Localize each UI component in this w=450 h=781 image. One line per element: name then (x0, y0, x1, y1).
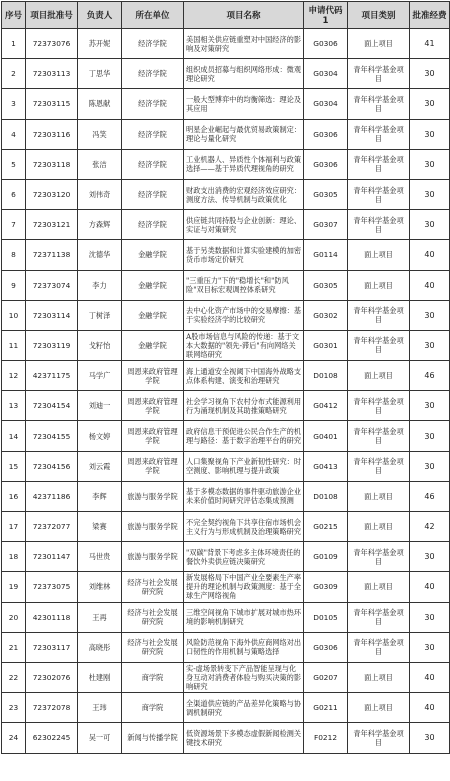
table-row (2, 662, 450, 692)
cell-unit: 周恩来政府管理学院 (122, 361, 184, 391)
cell-unit: 经济学院 (122, 59, 184, 89)
cell-category: 面上项目 (348, 662, 410, 692)
cell-category: 面上项目 (348, 29, 410, 59)
cell-unit: 金融学院 (122, 300, 184, 330)
cell-category: 面上项目 (348, 512, 410, 542)
cell-approval-no: 72303118 (26, 149, 78, 179)
cell-project-name: 海上通道安全视阈下中国海外战略支点体系构建、演变和治理研究 (184, 361, 304, 391)
cell-code: D0105 (304, 602, 348, 632)
cell-approval-no: 72303113 (26, 59, 78, 89)
cell-unit: 商学院 (122, 693, 184, 723)
cell-unit: 周恩来政府管理学院 (122, 421, 184, 451)
table-row (2, 693, 450, 723)
cell-project-name: 实-虚场景转变下产品智能呈现与化身互动对消费者体验与购买决策的影响研究 (184, 662, 304, 692)
cell-code: G0401 (304, 421, 348, 451)
header-approval-no: 项目批准号 (26, 2, 78, 29)
cell-funding: 46 (410, 361, 450, 391)
table-row (2, 602, 450, 632)
cell-category: 青年科学基金项目 (348, 149, 410, 179)
cell-project-name: 财政支出消费的宏观经济效应研究：测度方法、传导机制与政策优化 (184, 179, 304, 209)
cell-leader: 梁赛 (78, 512, 122, 542)
table-row (2, 542, 450, 572)
cell-project-name: 社会学习视角下农村分布式能源利用行为涌现机制及其助推策略研究 (184, 391, 304, 421)
cell-category: 面上项目 (348, 240, 410, 270)
cell-category: 青年科学基金项目 (348, 723, 410, 753)
cell-category: 青年科学基金项目 (348, 59, 410, 89)
cell-category: 青年科学基金项目 (348, 300, 410, 330)
cell-category: 面上项目 (348, 572, 410, 602)
cell-approval-no: 42301118 (26, 602, 78, 632)
cell-funding: 30 (410, 723, 450, 753)
cell-funding: 30 (410, 149, 450, 179)
table-row (2, 421, 450, 451)
cell-funding: 30 (410, 119, 450, 149)
cell-unit: 经济与社会发展研究院 (122, 572, 184, 602)
cell-funding: 30 (410, 632, 450, 662)
cell-code: G0306 (304, 119, 348, 149)
cell-code: G0207 (304, 662, 348, 692)
cell-funding: 40 (410, 270, 450, 300)
cell-approval-no: 72303116 (26, 119, 78, 149)
cell-leader: 李辉 (78, 481, 122, 511)
cell-index: 22 (2, 662, 26, 692)
cell-code: G0114 (304, 240, 348, 270)
cell-project-name: 政府信息干预促进公民合作生产的机理与路径：基于数字治理平台的研究 (184, 421, 304, 451)
cell-approval-no: 72372077 (26, 512, 78, 542)
cell-approval-no: 72304156 (26, 451, 78, 481)
cell-funding: 40 (410, 693, 450, 723)
cell-unit: 经济学院 (122, 210, 184, 240)
cell-unit: 经济学院 (122, 119, 184, 149)
cell-funding: 41 (410, 29, 450, 59)
cell-approval-no: 72303117 (26, 632, 78, 662)
cell-index: 6 (2, 179, 26, 209)
cell-project-name: 人口集聚视角下产业新韧性研究：时空测度、影响机理与提升政策 (184, 451, 304, 481)
cell-funding: 30 (410, 451, 450, 481)
table-row (2, 149, 450, 179)
cell-code: G0305 (304, 270, 348, 300)
cell-index: 14 (2, 421, 26, 451)
cell-leader: 刘伟奇 (78, 179, 122, 209)
cell-index: 13 (2, 391, 26, 421)
cell-code: G0211 (304, 693, 348, 723)
cell-index: 21 (2, 632, 26, 662)
table-row (2, 240, 450, 270)
cell-approval-no: 72304155 (26, 421, 78, 451)
cell-unit: 经济学院 (122, 149, 184, 179)
cell-code: G0215 (304, 512, 348, 542)
cell-unit: 经济学院 (122, 29, 184, 59)
cell-leader: 刘云霞 (78, 451, 122, 481)
cell-code: G0109 (304, 542, 348, 572)
table-row (2, 29, 450, 59)
cell-category: 青年科学基金项目 (348, 421, 410, 451)
project-table (1, 1, 450, 754)
cell-approval-no: 72372078 (26, 693, 78, 723)
cell-code: G0306 (304, 632, 348, 662)
cell-category: 面上项目 (348, 481, 410, 511)
cell-funding: 30 (410, 421, 450, 451)
cell-category: 面上项目 (348, 361, 410, 391)
cell-project-name: 基于另类数据和计算实验建模的加密货币市场定价研究 (184, 240, 304, 270)
cell-leader: 吴一可 (78, 723, 122, 753)
table-header-row (2, 2, 450, 29)
cell-funding: 46 (410, 481, 450, 511)
cell-index: 23 (2, 693, 26, 723)
cell-category: 青年科学基金项目 (348, 119, 410, 149)
cell-funding: 30 (410, 210, 450, 240)
cell-code: G0305 (304, 179, 348, 209)
cell-project-name: 美国相关供应链重塑对中国经济的影响及对策研究 (184, 29, 304, 59)
cell-project-name: 明星企业崛起与最优贸易政策制定：理论与量化研究 (184, 119, 304, 149)
cell-category: 青年科学基金项目 (348, 391, 410, 421)
table-row (2, 391, 450, 421)
cell-category: 青年科学基金项目 (348, 632, 410, 662)
header-funding: 批准经费 (410, 2, 450, 29)
table-row (2, 632, 450, 662)
cell-approval-no: 42371175 (26, 361, 78, 391)
table-row (2, 210, 450, 240)
cell-code: D0108 (304, 361, 348, 391)
cell-index: 12 (2, 361, 26, 391)
cell-category: 青年科学基金项目 (348, 330, 410, 360)
table-row (2, 481, 450, 511)
cell-project-name: "三重压力"下的"稳增长"和"防风险"双目标宏观调控体系研究 (184, 270, 304, 300)
table-row (2, 361, 450, 391)
cell-category: 青年科学基金项目 (348, 179, 410, 209)
cell-leader: 戈籽怡 (78, 330, 122, 360)
cell-funding: 30 (410, 89, 450, 119)
cell-unit: 商学院 (122, 662, 184, 692)
cell-index: 15 (2, 451, 26, 481)
cell-category: 面上项目 (348, 693, 410, 723)
cell-leader: 刘迪一 (78, 391, 122, 421)
cell-unit: 经济与社会发展研究院 (122, 632, 184, 662)
cell-index: 5 (2, 149, 26, 179)
cell-project-name: A股市场信息与风险的传递：基于文本大数据的"领先-滞后"有向网络关联网络研究 (184, 330, 304, 360)
cell-unit: 旅游与服务学院 (122, 542, 184, 572)
cell-funding: 30 (410, 179, 450, 209)
cell-index: 17 (2, 512, 26, 542)
cell-unit: 新闻与传播学院 (122, 723, 184, 753)
cell-index: 10 (2, 300, 26, 330)
header-index: 序号 (2, 2, 26, 29)
cell-approval-no: 72373074 (26, 270, 78, 300)
cell-leader: 沈德华 (78, 240, 122, 270)
cell-unit: 周恩来政府管理学院 (122, 391, 184, 421)
table-row (2, 723, 450, 753)
cell-index: 9 (2, 270, 26, 300)
cell-approval-no: 72371138 (26, 240, 78, 270)
cell-index: 7 (2, 210, 26, 240)
cell-approval-no: 72304154 (26, 391, 78, 421)
cell-leader: 马学广 (78, 361, 122, 391)
cell-index: 18 (2, 542, 26, 572)
cell-code: G0302 (304, 300, 348, 330)
table-row (2, 451, 450, 481)
cell-funding: 30 (410, 602, 450, 632)
cell-approval-no: 72302076 (26, 662, 78, 692)
cell-leader: 方森辉 (78, 210, 122, 240)
cell-funding: 40 (410, 240, 450, 270)
cell-project-name: 全渠道供应链的产品差异化策略与协调机制研究 (184, 693, 304, 723)
cell-approval-no: 62302245 (26, 723, 78, 753)
cell-funding: 30 (410, 330, 450, 360)
cell-approval-no: 72373075 (26, 572, 78, 602)
cell-leader: 冯笑 (78, 119, 122, 149)
cell-index: 1 (2, 29, 26, 59)
cell-code: F0212 (304, 723, 348, 753)
cell-leader: 杨文婷 (78, 421, 122, 451)
header-code: 申请代码1 (304, 2, 348, 29)
cell-funding: 30 (410, 300, 450, 330)
cell-approval-no: 72303120 (26, 179, 78, 209)
cell-index: 3 (2, 89, 26, 119)
cell-leader: 刘维林 (78, 572, 122, 602)
header-category: 项目类别 (348, 2, 410, 29)
cell-leader: 苏开妮 (78, 29, 122, 59)
cell-code: G0413 (304, 451, 348, 481)
cell-approval-no: 72303114 (26, 300, 78, 330)
cell-funding: 30 (410, 59, 450, 89)
cell-unit: 经济学院 (122, 179, 184, 209)
cell-code: D0108 (304, 481, 348, 511)
cell-project-name: 新发展格局下中国产业全要素生产率提升的理论机制与政策测度：基于全球生产网络视角 (184, 572, 304, 602)
table-row (2, 89, 450, 119)
cell-leader: 高晓彤 (78, 632, 122, 662)
cell-index: 24 (2, 723, 26, 753)
cell-funding: 42 (410, 512, 450, 542)
cell-index: 4 (2, 119, 26, 149)
cell-index: 8 (2, 240, 26, 270)
cell-index: 19 (2, 572, 26, 602)
cell-approval-no: 72303119 (26, 330, 78, 360)
cell-code: G0301 (304, 330, 348, 360)
cell-project-name: 组织成员招募与组织网络形成：微观理论研究 (184, 59, 304, 89)
cell-approval-no: 72301147 (26, 542, 78, 572)
cell-leader: 张洁 (78, 149, 122, 179)
table-row (2, 119, 450, 149)
cell-index: 2 (2, 59, 26, 89)
cell-project-name: 基于多模态数据的事件驱动旅游企业未来价值时间研究评估态集成预测 (184, 481, 304, 511)
cell-project-name: 风险防范视角下海外供应商网络对出口韧性的作用机制与策略选择 (184, 632, 304, 662)
header-leader: 负责人 (78, 2, 122, 29)
cell-approval-no: 42371186 (26, 481, 78, 511)
cell-code: G0304 (304, 89, 348, 119)
cell-category: 青年科学基金项目 (348, 602, 410, 632)
cell-leader: 李力 (78, 270, 122, 300)
cell-index: 11 (2, 330, 26, 360)
cell-funding: 40 (410, 662, 450, 692)
cell-code: G0306 (304, 29, 348, 59)
table-row (2, 300, 450, 330)
cell-category: 青年科学基金项目 (348, 542, 410, 572)
cell-leader: 马世贵 (78, 542, 122, 572)
table-row (2, 59, 450, 89)
cell-category: 青年科学基金项目 (348, 210, 410, 240)
header-project-name: 项目名称 (184, 2, 304, 29)
cell-approval-no: 72373076 (26, 29, 78, 59)
table-body (2, 29, 450, 754)
cell-project-name: "双碳"背景下考虑多主体环境责任的餐饮外卖供应链决策研究 (184, 542, 304, 572)
cell-code: G0309 (304, 572, 348, 602)
table-row (2, 330, 450, 360)
cell-funding: 40 (410, 572, 450, 602)
cell-unit: 经济与社会发展研究院 (122, 602, 184, 632)
cell-code: G0304 (304, 59, 348, 89)
cell-project-name: 工业机器人、异质性个体福利与政策选择——基于异质代理视角的研究 (184, 149, 304, 179)
cell-project-name: 供应链共同持股与企业创新：理论、实证与对策研究 (184, 210, 304, 240)
cell-approval-no: 72303121 (26, 210, 78, 240)
cell-funding: 30 (410, 542, 450, 572)
cell-code: G0412 (304, 391, 348, 421)
table-row (2, 179, 450, 209)
cell-leader: 王再 (78, 602, 122, 632)
cell-category: 面上项目 (348, 270, 410, 300)
cell-leader: 丁树泽 (78, 300, 122, 330)
cell-unit: 经济学院 (122, 89, 184, 119)
cell-unit: 周恩来政府管理学院 (122, 451, 184, 481)
cell-approval-no: 72303115 (26, 89, 78, 119)
header-unit: 所在单位 (122, 2, 184, 29)
cell-project-name: 不完全契约视角下共享住宿市场机会主义行为与形成机制及治理策略研究 (184, 512, 304, 542)
cell-index: 16 (2, 481, 26, 511)
cell-leader: 丁思华 (78, 59, 122, 89)
table-row (2, 512, 450, 542)
cell-unit: 金融学院 (122, 270, 184, 300)
cell-leader: 王玮 (78, 693, 122, 723)
cell-category: 青年科学基金项目 (348, 89, 410, 119)
table-row (2, 572, 450, 602)
table-row (2, 270, 450, 300)
cell-leader: 陈恩献 (78, 89, 122, 119)
cell-code: G0306 (304, 149, 348, 179)
cell-unit: 旅游与服务学院 (122, 512, 184, 542)
cell-unit: 金融学院 (122, 330, 184, 360)
cell-project-name: 三维空间视角下城市扩展对城市热环境的影响机制研究 (184, 602, 304, 632)
cell-project-name: 去中心化资产市场中的交易摩擦：基于实验经济学的比较研究 (184, 300, 304, 330)
cell-unit: 金融学院 (122, 240, 184, 270)
cell-funding: 30 (410, 391, 450, 421)
cell-project-name: 低资源场景下多模态虚假新闻检测关键技术研究 (184, 723, 304, 753)
cell-code: G0307 (304, 210, 348, 240)
cell-leader: 杜建刚 (78, 662, 122, 692)
cell-index: 20 (2, 602, 26, 632)
cell-category: 青年科学基金项目 (348, 451, 410, 481)
cell-project-name: 一般大型博弈中的均衡筛选：理论及其应用 (184, 89, 304, 119)
cell-unit: 旅游与服务学院 (122, 481, 184, 511)
